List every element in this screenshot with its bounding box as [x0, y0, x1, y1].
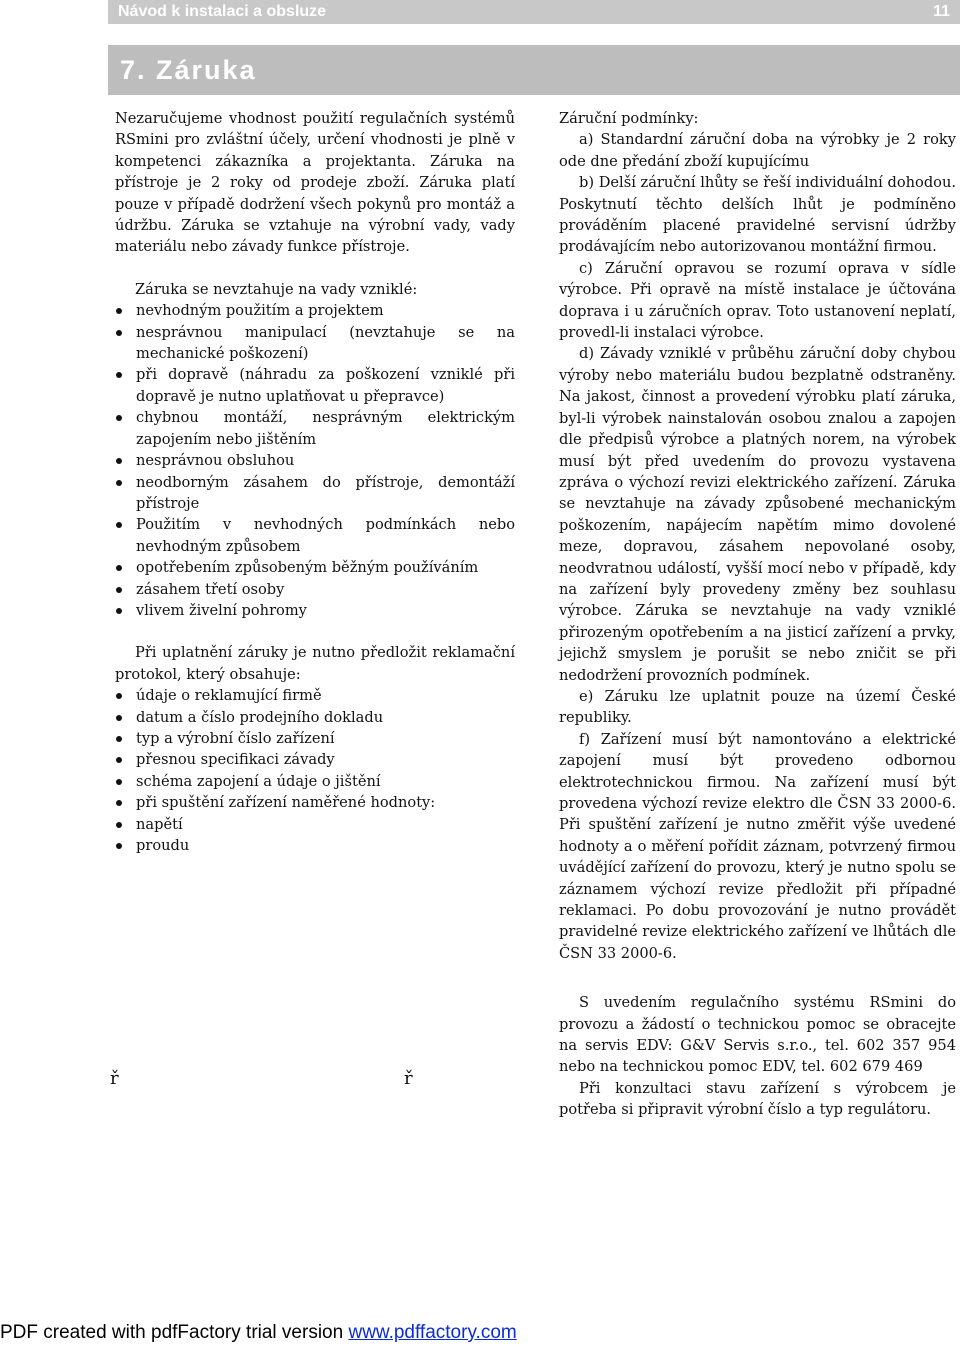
- list-item: údaje o reklamující firmě: [115, 685, 515, 706]
- condition-d: d) Závady vzniklé v průběhu záruční doby chybou výroby nebo materiálu budou bezplatně odstraněny. Na jakost, činnost a provedení výrobku platí záruka, byl-li výrobek nainstalován osobou znalou a zapojen dle předpisů výrobce a platných norem, na výrobek musí být před uvedením do provozu vystavena zpráva o výchozí revizi elektrického zařízení. Záruka se nevztahuje na závady způsobené mechanickým poškozením, napájecím napětím mimo dovolené meze, dopravou, zásahem nepovolané osoby, neodvratnou událostí, vyšší mocí nebo v případě, kdy na zařízení byly provedeny změny bez souhlasu výrobce. Záruka se nevztahuje na vady vzniklé přirozeným opotřebením a na jisticí zařízení a prvky, jejichž smyslem je porušit se nebo zničit se při nedodržení provozních podmínek.: [559, 345, 956, 684]
- section-title: 7. Záruka: [120, 55, 257, 85]
- page-header: [108, 0, 960, 24]
- consultation-note: Při konzultaci stavu zařízení s výrobcem je potřeba si připravit výrobní číslo a typ regulátoru.: [559, 1079, 956, 1119]
- condition-e: e) Záruku lze uplatnit pouze na území České republiky.: [559, 687, 956, 727]
- section-heading-bar: [108, 45, 960, 95]
- list-item: při dopravě (náhradu za poškození vzniklé při dopravě je nutno uplatňovat u přepravce): [115, 364, 515, 407]
- list-item: schéma zapojení a údaje o jištění: [115, 771, 515, 792]
- list-item: proudu: [115, 835, 515, 856]
- pdf-footer: [0, 1322, 517, 1344]
- list-item: opotřebením způsobeným běžným používáním: [115, 557, 515, 578]
- right-column: [559, 108, 956, 1121]
- list-item: Použitím v nevhodných podmínkách nebo nevhodným způsobem: [115, 514, 515, 557]
- service-contact: S uvedením regulačního systému RSmini do provozu a žádostí o technickou pomoc se obracejte na servis EDV: G&V Servis s.r.o., tel. 602 357 954 nebo na technickou pomoc EDV, tel. 602 679 469: [559, 994, 956, 1076]
- claim-heading: Při uplatnění záruky je nutno předložit reklamační protokol, který obsahuje:: [115, 644, 515, 683]
- list-item: datum a číslo prodejního dokladu: [115, 707, 515, 728]
- warranty-intro: Nezaručujeme vhodnost použití regulačních systémů RSmini pro zvláštní účely, určení vhodnosti je plně v kompetenci zákazníka a projektanta. Záruka na přístroje je 2 roky od prodeje zboží. Záruka platí pouze v případě dodržení všech pokynů pro montáž a údržbu. Záruka se vztahuje na výrobní vady, vady materiálu nebo závady funkce přístroje.: [115, 110, 515, 256]
- list-item: přesnou specifikaci závady: [115, 749, 515, 770]
- list-item: zásahem třetí osoby: [115, 579, 515, 600]
- condition-b: b) Delší záruční lhůty se řeší individuální dohodou. Poskytnutí těchto delších lhůt je podmíněno prováděním placené pravidelné servisní údržby prodávajícím nebo autorizovanou montážní firmou.: [559, 174, 956, 256]
- conditions-heading: Záruční podmínky:: [559, 110, 699, 127]
- footer-link[interactable]: www.pdffactory.com: [348, 1322, 517, 1343]
- stray-character: ř: [110, 1068, 119, 1089]
- footer-text: PDF created with pdfFactory trial version: [0, 1322, 349, 1343]
- left-column: [115, 108, 515, 856]
- list-item: chybnou montáží, nesprávným elektrickým zapojením nebo jištěním: [115, 407, 515, 450]
- page-number: 11: [933, 3, 950, 20]
- exclusions-list: [115, 300, 515, 621]
- list-item: nesprávnou obsluhou: [115, 450, 515, 471]
- list-item: napětí: [115, 814, 515, 835]
- list-item: typ a výrobní číslo zařízení: [115, 728, 515, 749]
- list-item: nevhodným použitím a projektem: [115, 300, 515, 321]
- condition-c: c) Záruční opravou se rozumí oprava v sídle výrobce. Při opravě na místě instalace je účtována doprava i u záručních oprav. Toto ustanovení neplatí, provedl-li instalaci výrobce.: [559, 259, 956, 342]
- stray-character: ř: [404, 1068, 413, 1089]
- document-title: Návod k instalaci a obsluze: [118, 3, 327, 20]
- claim-items-list: [115, 685, 515, 856]
- list-item: při spuštění zařízení naměřené hodnoty:: [115, 792, 515, 813]
- list-item: nesprávnou manipulací (nevztahuje se na mechanické poškození): [115, 322, 515, 365]
- list-item: vlivem živelní pohromy: [115, 600, 515, 621]
- exclusions-heading: Záruka se nevztahuje na vady vzniklé:: [135, 280, 418, 298]
- condition-f: f) Zařízení musí být namontováno a elektrické zapojení musí být provedeno odbornou elektrotechnickou firmou. Na zařízení musí být provedena výchozí revize elektro dle ČSN 33 2000-6. Při spuštění zařízení je nutno změřit výše uvedené hodnoty a o měření pořídit záznam, potvrzený firmou uvádějící zařízení do provozu, který je nutno spolu se záznamem výchozí revize předložit při případné reklamaci. Po dobu provozování je nutno provádět pravidelné revize elektrického zařízení ve lhůtách dle ČSN 33 2000-6.: [559, 730, 956, 962]
- list-item: neodborným zásahem do přístroje, demontáží přístroje: [115, 472, 515, 515]
- condition-a: a) Standardní záruční doba na výrobky je 2 roky ode dne předání zboží kupujícímu: [559, 131, 956, 170]
